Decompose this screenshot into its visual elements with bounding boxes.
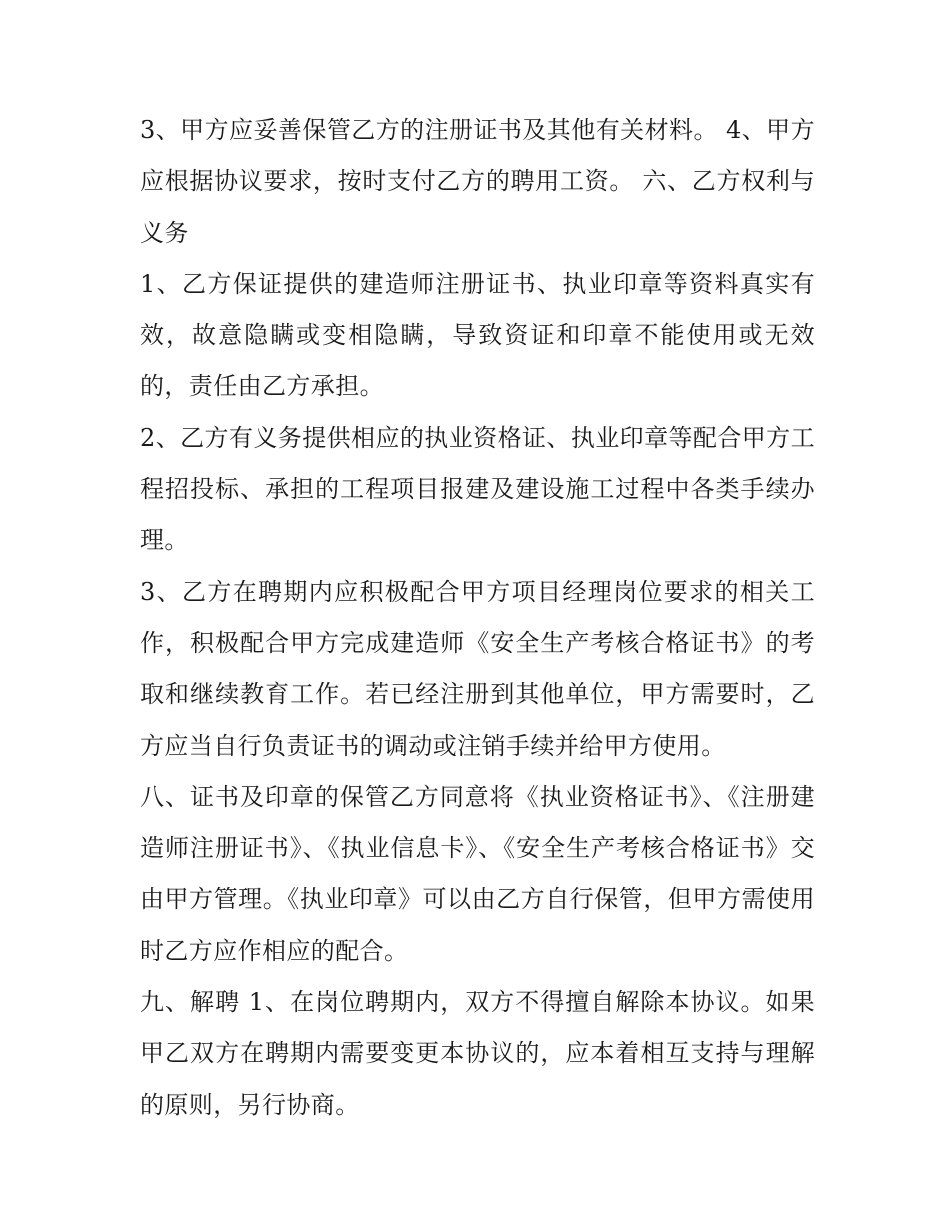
paragraph-certificate-authenticity: 1、乙方保证提供的建造师注册证书、执业印章等资料真实有效，故意隐瞒或变相隐瞒，导致资证和印章不能使用或无效的，责任由乙方承担。 xyxy=(140,269,815,401)
paragraph-certificate-custody: 八、证书及印章的保管乙方同意将《执业资格证书》、《注册建造师注册证书》、《执业信息卡》、《安全生产考核合格证书》交由甲方管理。《执业印章》可以由乙方自行保管，但甲方需使用时乙方应作相应的配合。 xyxy=(140,782,815,965)
document-body xyxy=(140,105,815,1131)
paragraph-provide-qualifications: 2、乙方有义务提供相应的执业资格证、执业印章等配合甲方工程招投标、承担的工程项目报建及建设施工过程中各类手续办理。 xyxy=(140,423,815,555)
paragraph-cooperation-duties: 3、乙方在聘期内应积极配合甲方项目经理岗位要求的相关工作，积极配合甲方完成建造师《安全生产考核合格证书》的考取和继续教育工作。若已经注册到其他单位，甲方需要时，乙方应当自行负责证书的调动或注销手续并给甲方使用。 xyxy=(140,577,815,760)
paragraph-party-a-duties: 3、甲方应妥善保管乙方的注册证书及其他有关材料。 4、甲方应根据协议要求，按时支付乙方的聘用工资。 六、乙方权利与义务 xyxy=(140,116,815,247)
paragraph-dismissal: 九、解聘 1、在岗位聘期内，双方不得擅自解除本协议。如果甲乙双方在聘期内需要变更本协议的，应本着相互支持与理解的原则，另行协商。 xyxy=(140,988,815,1119)
